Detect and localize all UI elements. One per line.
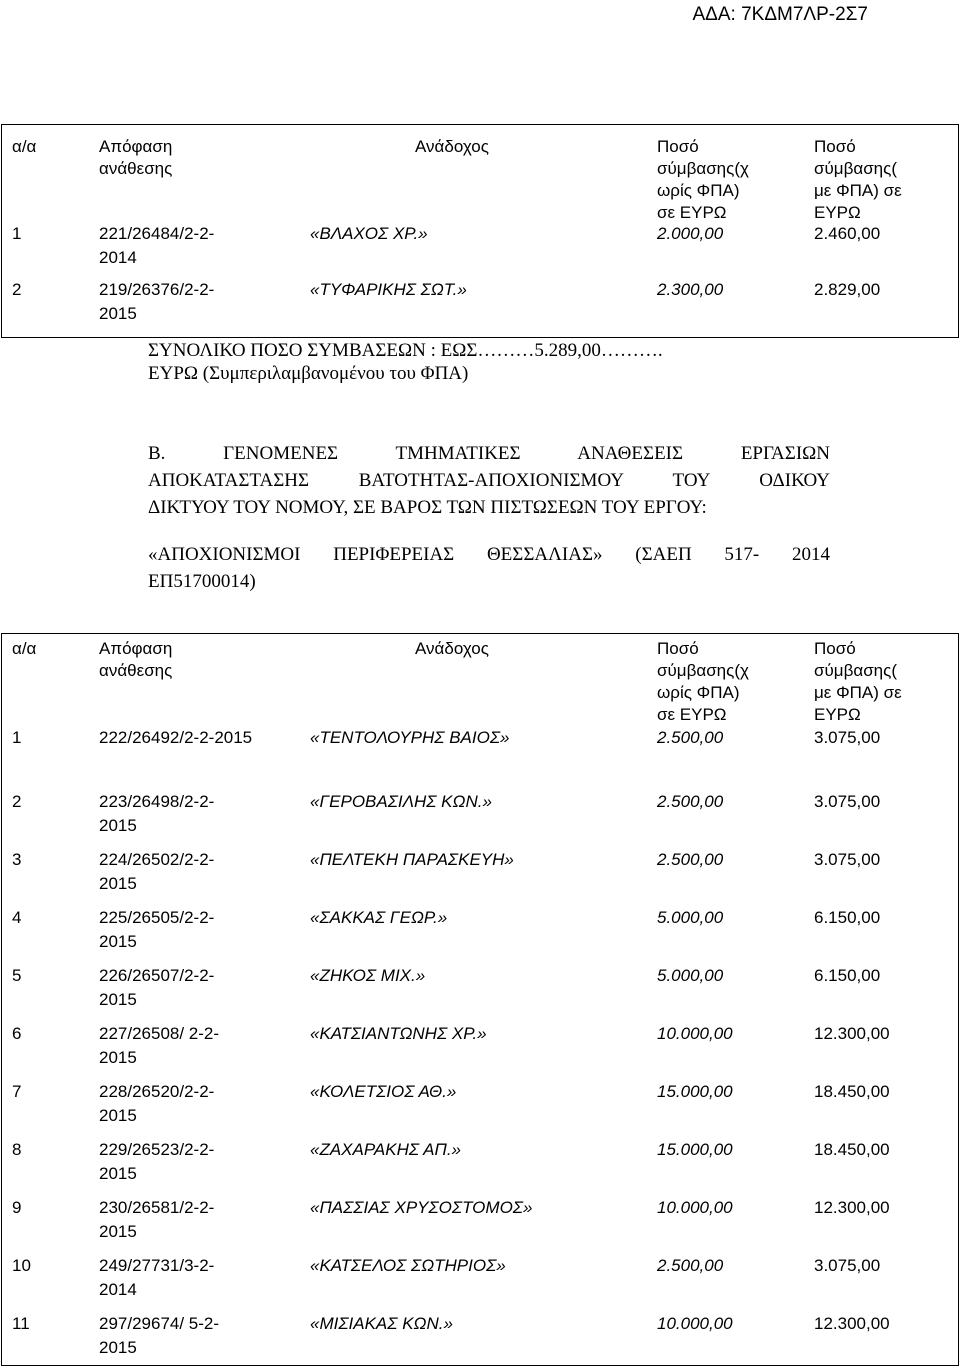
row-decision-year: 2015 bbox=[99, 990, 137, 1009]
row-decision: 221/26484/2-2- bbox=[99, 224, 215, 243]
row-aa: 4 bbox=[12, 908, 22, 927]
row-contractor: «ΚΑΤΣΙΑΝΤΩΝΗΣ ΧΡ.» bbox=[310, 1024, 487, 1043]
header-gross-3: με ΦΠΑ) σε bbox=[814, 181, 902, 200]
header-gross-2: σύμβασης( bbox=[814, 661, 897, 680]
header-decision: Απόφαση bbox=[99, 137, 173, 156]
row-decision-year: 2015 bbox=[99, 1048, 137, 1067]
row-gross: 2.829,00 bbox=[814, 280, 881, 299]
row-decision: 224/26502/2-2- bbox=[99, 850, 215, 869]
row-contractor: «ΓΕΡΟΒΑΣΙΛΗΣ ΚΩΝ.» bbox=[310, 792, 492, 811]
row-net: 2.300,00 bbox=[657, 280, 724, 299]
row-decision: 226/26507/2-2- bbox=[99, 966, 215, 985]
row-gross: 12.300,00 bbox=[814, 1314, 890, 1333]
header-contractor: Ανάδοχος bbox=[415, 639, 489, 658]
row-net: 5.000,00 bbox=[657, 966, 724, 985]
header-gross-3: με ΦΠΑ) σε bbox=[814, 683, 902, 702]
row-gross: 18.450,00 bbox=[814, 1140, 890, 1159]
row-decision: 249/27731/3-2- bbox=[99, 1256, 215, 1275]
row-gross: 6.150,00 bbox=[814, 908, 881, 927]
row-contractor: «ΤΕΝΤΟΛΟΥΡΗΣ ΒΑΙΟΣ» bbox=[310, 728, 510, 747]
row-net: 2.500,00 bbox=[657, 850, 724, 869]
row-aa: 3 bbox=[12, 850, 22, 869]
header-aa: α/α bbox=[12, 639, 37, 658]
row-decision-year: 2015 bbox=[99, 1164, 137, 1183]
row-gross: 12.300,00 bbox=[814, 1024, 890, 1043]
section-b-line-2: ΑΠΟΚΑΤΑΣΤΑΣΗΣ ΒΑΤΟΤΗΤΑΣ-ΑΠΟΧΙΟΝΙΣΜΟΥ ΤΟΥ ΟΔΙΚΟΥ bbox=[148, 470, 830, 491]
row-decision: 228/26520/2-2- bbox=[99, 1082, 215, 1101]
row-gross: 3.075,00 bbox=[814, 1256, 881, 1275]
header-gross-2: σύμβασης( bbox=[814, 159, 897, 178]
header-decision: Απόφαση bbox=[99, 639, 173, 658]
row-decision: 229/26523/2-2- bbox=[99, 1140, 215, 1159]
row-decision: 297/29674/ 5-2- bbox=[99, 1314, 220, 1333]
row-aa: 7 bbox=[12, 1082, 22, 1101]
header-gross: Ποσό bbox=[814, 137, 856, 156]
row-net: 2.500,00 bbox=[657, 1256, 724, 1275]
row-net: 10.000,00 bbox=[657, 1024, 733, 1043]
row-gross: 3.075,00 bbox=[814, 850, 881, 869]
project-title bbox=[148, 541, 830, 595]
row-contractor: «ΚΟΛΕΤΣΙΟΣ ΑΘ.» bbox=[310, 1082, 457, 1101]
row-aa: 8 bbox=[12, 1140, 22, 1159]
row-contractor: «ΠΕΛΤΕΚΗ ΠΑΡΑΣΚΕΥΗ» bbox=[310, 850, 514, 869]
header-aa: α/α bbox=[12, 137, 37, 156]
total-line-2: ΕΥΡΩ (Συμπεριλαμβανομένου του ΦΠΑ) bbox=[148, 363, 469, 384]
total-line-1: ΣΥΝΟΛΙΚΟ ΠΟΣΟ ΣΥΜΒΑΣΕΩΝ : ΕΩΣ………5.289,00………. bbox=[148, 340, 663, 361]
row-decision-year: 2015 bbox=[99, 304, 137, 323]
row-decision: 227/26508/ 2-2- bbox=[99, 1024, 220, 1043]
header-gross-4: ΕΥΡΩ bbox=[814, 705, 861, 724]
header-net: Ποσό bbox=[657, 639, 699, 658]
row-net: 5.000,00 bbox=[657, 908, 724, 927]
row-decision: 225/26505/2-2- bbox=[99, 908, 215, 927]
header-net-4: σε ΕΥΡΩ bbox=[657, 203, 727, 222]
total-amount bbox=[148, 339, 663, 385]
row-gross: 3.075,00 bbox=[814, 728, 881, 747]
header-gross: Ποσό bbox=[814, 639, 856, 658]
row-decision: 230/26581/2-2- bbox=[99, 1198, 215, 1217]
row-gross: 6.150,00 bbox=[814, 966, 881, 985]
row-gross: 2.460,00 bbox=[814, 224, 881, 243]
header-net-2: σύμβασης(χ bbox=[657, 661, 749, 680]
row-contractor: «ΖΑΧΑΡΑΚΗΣ ΑΠ.» bbox=[310, 1140, 462, 1159]
row-contractor: «ΚΑΤΣΕΛΟΣ ΣΩΤΗΡΙΟΣ» bbox=[310, 1256, 506, 1275]
row-aa: 2 bbox=[12, 280, 22, 299]
row-decision-year: 2015 bbox=[99, 874, 137, 893]
row-decision: 219/26376/2-2- bbox=[99, 280, 215, 299]
row-aa: 5 bbox=[12, 966, 22, 985]
row-contractor: «ΜΙΣΙΑΚΑΣ ΚΩΝ.» bbox=[310, 1314, 453, 1333]
row-decision-year: 2015 bbox=[99, 1338, 137, 1357]
row-contractor: «ΒΛΑΧΟΣ ΧΡ.» bbox=[310, 224, 428, 243]
row-aa: 9 bbox=[12, 1198, 22, 1217]
row-net: 15.000,00 bbox=[657, 1140, 733, 1159]
row-aa: 10 bbox=[12, 1256, 31, 1275]
row-contractor: «ΤΥΦΑΡΙΚΗΣ ΣΩΤ.» bbox=[310, 280, 467, 299]
header-net-2: σύμβασης(χ bbox=[657, 159, 749, 178]
row-aa: 1 bbox=[12, 728, 22, 747]
row-net: 2.500,00 bbox=[657, 728, 724, 747]
row-decision-year: 2014 bbox=[99, 248, 137, 267]
row-decision-year: 2014 bbox=[99, 1280, 137, 1299]
section-b-heading bbox=[148, 440, 830, 521]
row-net: 2.500,00 bbox=[657, 792, 724, 811]
ada-code: ΑΔΑ: 7ΚΔΜ7ΛΡ-2Σ7 bbox=[692, 4, 868, 25]
row-aa: 2 bbox=[12, 792, 22, 811]
row-gross: 18.450,00 bbox=[814, 1082, 890, 1101]
contracts-table-a bbox=[1, 124, 959, 338]
row-decision-year: 2015 bbox=[99, 1106, 137, 1125]
row-aa: 1 bbox=[12, 224, 22, 243]
header-contractor: Ανάδοχος bbox=[415, 137, 489, 156]
row-contractor: «ΖΗΚΟΣ ΜΙΧ.» bbox=[310, 966, 426, 985]
project-line-1: «ΑΠΟΧΙΟΝΙΣΜΟΙ ΠΕΡΙΦΕΡΕΙΑΣ ΘΕΣΣΑΛΙΑΣ» (ΣΑΕΠ 517- 2014 bbox=[148, 544, 830, 565]
header-net-4: σε ΕΥΡΩ bbox=[657, 705, 727, 724]
row-net: 2.000,00 bbox=[657, 224, 724, 243]
row-aa: 11 bbox=[12, 1314, 30, 1333]
section-b-line-1: Β. ΓΕΝΟΜΕΝΕΣ ΤΜΗΜΑΤΙΚΕΣ ΑΝΑΘΕΣΕΙΣ ΕΡΓΑΣΙΩΝ bbox=[148, 443, 830, 464]
header-decision-2: ανάθεσης bbox=[99, 661, 173, 680]
row-decision-year: 2015 bbox=[99, 816, 137, 835]
row-decision: 222/26492/2-2-2015 bbox=[99, 728, 253, 747]
row-net: 10.000,00 bbox=[657, 1198, 733, 1217]
contracts-table-b bbox=[1, 633, 959, 1366]
section-b-line-3: ΔΙΚΤΥΟΥ ΤΟΥ ΝΟΜΟΥ, ΣΕ ΒΑΡΟΣ ΤΩΝ ΠΙΣΤΩΣΕΩΝ ΤΟΥ ΕΡΓΟΥ: bbox=[148, 497, 707, 518]
row-gross: 12.300,00 bbox=[814, 1198, 890, 1217]
header-gross-4: ΕΥΡΩ bbox=[814, 203, 861, 222]
row-net: 15.000,00 bbox=[657, 1082, 733, 1101]
row-decision-year: 2015 bbox=[99, 932, 137, 951]
header-net-3: ωρίς ΦΠΑ) bbox=[657, 683, 740, 702]
row-aa: 6 bbox=[12, 1024, 22, 1043]
row-decision-year: 2015 bbox=[99, 1222, 137, 1241]
project-line-2: ΕΠ51700014) bbox=[148, 571, 256, 592]
header-decision-2: ανάθεσης bbox=[99, 159, 173, 178]
header-net-3: ωρίς ΦΠΑ) bbox=[657, 181, 740, 200]
row-contractor: «ΣΑΚΚΑΣ ΓΕΩΡ.» bbox=[310, 908, 448, 927]
row-decision: 223/26498/2-2- bbox=[99, 792, 215, 811]
row-contractor: «ΠΑΣΣΙΑΣ ΧΡΥΣΟΣΤΟΜΟΣ» bbox=[310, 1198, 533, 1217]
header-net: Ποσό bbox=[657, 137, 699, 156]
row-gross: 3.075,00 bbox=[814, 792, 881, 811]
row-net: 10.000,00 bbox=[657, 1314, 733, 1333]
